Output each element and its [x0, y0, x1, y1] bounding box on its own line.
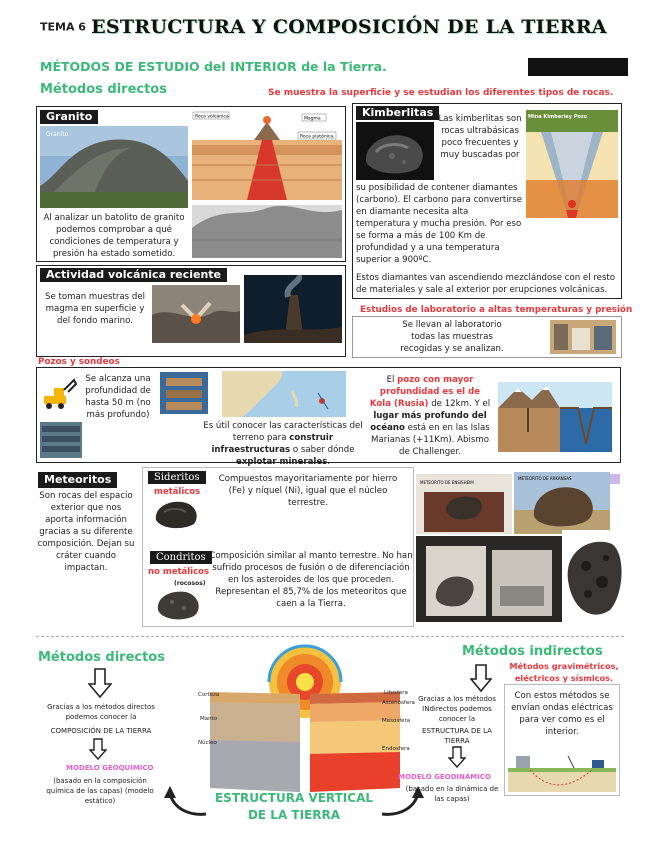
indirectos-heading: Métodos indirectos — [462, 644, 603, 659]
laboratorio-heading: Estudios de laboratorio a altas temperaturas y presión — [360, 305, 633, 315]
volcanica-photo-seafloor — [244, 275, 342, 343]
diagram-label-plutonica: Roca plutónica — [300, 134, 334, 140]
geodinamico-desc: (basado en la dinámica de las capas) — [405, 785, 499, 803]
redacted-bar — [528, 58, 628, 76]
estructura-vertical: ESTRUCTURA VERTICAL DE LA TIERRA — [214, 791, 374, 822]
subtitle: MÉTODOS DE ESTUDIO del INTERIOR de la Tierra. — [40, 59, 387, 74]
kimberlitas-tag: Kimberlitas — [356, 106, 439, 120]
diagram-label-volcanica: Roca volcánica — [195, 114, 229, 120]
layer-label-mesosfera: Mesosfera — [382, 718, 411, 724]
meteoritos-text: Son rocas del espacio exterior que nos aporta información gracias a su diferente composición. Dejan su cráter cuando impactan. — [37, 491, 135, 573]
kimberlitas-text-bottom: Estos diamantes van ascendiendo mezclándose con el resto de materiales y sale al exterior por erupciones volcánicas. — [356, 273, 616, 295]
laboratorio-photo — [550, 320, 616, 354]
condritos-rock: (rocosos) — [174, 580, 206, 587]
page-header — [40, 16, 640, 44]
pozos-excavator-icon — [40, 372, 78, 410]
granito-tag: Granito — [40, 110, 98, 124]
pozos-text-left: Se alcanza una profundidad de hasta 50 m (no más profundo) — [85, 374, 151, 420]
geoquimico-desc: (basado en la composición química de las capas) (modelo estático) — [46, 777, 154, 805]
layer-label-litosfera: Litosfera — [384, 690, 408, 696]
layer-label-endosfera: Endosfera — [382, 746, 410, 752]
diagram-label-magma: Magma — [304, 116, 321, 122]
granito-diagram — [192, 110, 342, 260]
meteorito-label-arkansas: METEORITO DE ARKANSAS — [518, 476, 572, 481]
bottom-directos-heading: Métodos directos — [38, 650, 165, 665]
volcanica-photo-lava — [152, 285, 240, 343]
condrito-photo — [154, 588, 204, 622]
layer-label-corteza: Corteza — [198, 692, 220, 698]
kimberlitas-text-mid: su posibilidad de contener diamantes (carbono). El carbono para convertirse en diamante necesita alta temperatura y mucha presión. Por eso se forma a más de 100 Km de profundidad y a una temperatura superior a 900ºC. — [356, 183, 522, 265]
meteorito-edge-tag — [610, 474, 620, 484]
meteorito-photo-iron — [562, 530, 624, 622]
down-arrow-icon — [88, 668, 112, 698]
volcanica-text: Se toman muestras del magma en superficie y del fondo marino. — [44, 292, 145, 326]
meteorito-photo-museum — [416, 536, 562, 622]
meteorito-photo-arkansas — [514, 472, 610, 534]
directos-note: Se muestra la superficie y se estudian los diferentes tipos de rocas. — [268, 88, 614, 98]
indirectos-text: Gracias a los métodos INdirectos podemos conocer la ESTRUCTURA DE LA TIERRA — [418, 695, 496, 745]
kimberlita-photo — [356, 122, 434, 180]
directos-heading: Métodos directos — [40, 82, 167, 97]
modelo-geoquimico: MODELO GEOQUÍMICO — [66, 764, 154, 772]
pozos-depth-diagram — [498, 382, 612, 452]
ondas-diagram — [508, 750, 616, 792]
down-arrow-icon-3 — [470, 664, 492, 692]
pozos-kola-text: El pozo con mayor profundidad es el de Kola (Rusia) de 12km. Y el lugar más profundo del océano está en en las Islas Marianas (+11Km). Abismo de Challenger. — [369, 375, 491, 457]
granito-photo-label: Granito — [46, 131, 69, 138]
modelo-geodinamico: MODELO GEODINÁMICO — [398, 773, 491, 781]
curved-arrow-left-icon — [164, 784, 208, 820]
meteorito-label-ensisheim: METEORITO DE ENSISHEIM — [420, 480, 474, 485]
down-arrow-icon-2 — [89, 738, 107, 760]
condritos-sub: no metálicos — [148, 567, 210, 577]
meteoritos-tag: Meteoritos — [38, 472, 117, 488]
kimberlita-diagram-label: Mina Kimberley Pozo — [528, 114, 588, 120]
meteorito-photo-ensisheim — [416, 474, 512, 534]
granito-text: Al analizar un batolito de granito podemos comprobar a qué condiciones de temperatura y presión ha estado sometido. — [43, 213, 185, 259]
pozos-text-center: Es útil conocer las características del terreno para construir infraestructuras o saber dónde explotar minerales. — [203, 421, 363, 467]
bottom-directos-text: Gracias a los métodos directos podemos conocer la COMPOSICIÓN DE LA TIERRA — [47, 703, 155, 735]
kimberlitas-text-top: Las kimberlitas son rocas ultrabásicas poco frecuentes y muy buscadas por — [438, 114, 522, 160]
tema-label: TEMA 6 — [40, 20, 86, 34]
down-arrow-icon-4 — [448, 746, 466, 768]
section-divider — [36, 636, 624, 637]
sideritos-tag: Sideritos — [148, 471, 206, 484]
pozos-photo-core — [160, 372, 208, 414]
pozos-heading: Pozos y sondeos — [38, 357, 120, 367]
pozos-map — [222, 371, 346, 417]
ondas-text: Con estos métodos se envían ondas eléctricas para ver como es el interior. — [511, 691, 613, 737]
page-title: ESTRUCTURA Y COMPOSICIÓN DE LA TIERRA — [91, 16, 607, 38]
volcanica-tag: Actividad volcánica reciente — [40, 268, 227, 282]
indirectos-sub: Métodos gravimétricos, eléctricos y sísmicos. — [509, 661, 619, 683]
layer-label-astenosfera: Astenosfera — [382, 700, 415, 706]
sideritos-text: Compuestos mayoritariamente por hierro (Fe) y níquel (Ni), igual que el núcleo terrestre. — [218, 474, 398, 508]
condritos-tag: Condritos — [150, 551, 212, 564]
layer-label-manto: Manto — [200, 716, 218, 722]
siderito-photo — [152, 498, 202, 530]
granito-photo — [40, 126, 188, 208]
pozos-photo-drill — [40, 422, 82, 458]
laboratorio-text: Se llevan al laboratorio todas las muestras recogidas y se analizan. — [400, 320, 504, 354]
sideritos-sub: metálicos — [154, 487, 201, 497]
kimberlita-diagram — [526, 110, 618, 218]
layer-label-nucleo: Núcleo — [198, 740, 217, 746]
condritos-text: Composición similar al manto terrestre. No han sufrido procesos de fusión o de diferenciación en los asteroides de los que proceden. Representan el 85,7% de los meteoritos que caen a la Tierra. — [209, 551, 413, 609]
